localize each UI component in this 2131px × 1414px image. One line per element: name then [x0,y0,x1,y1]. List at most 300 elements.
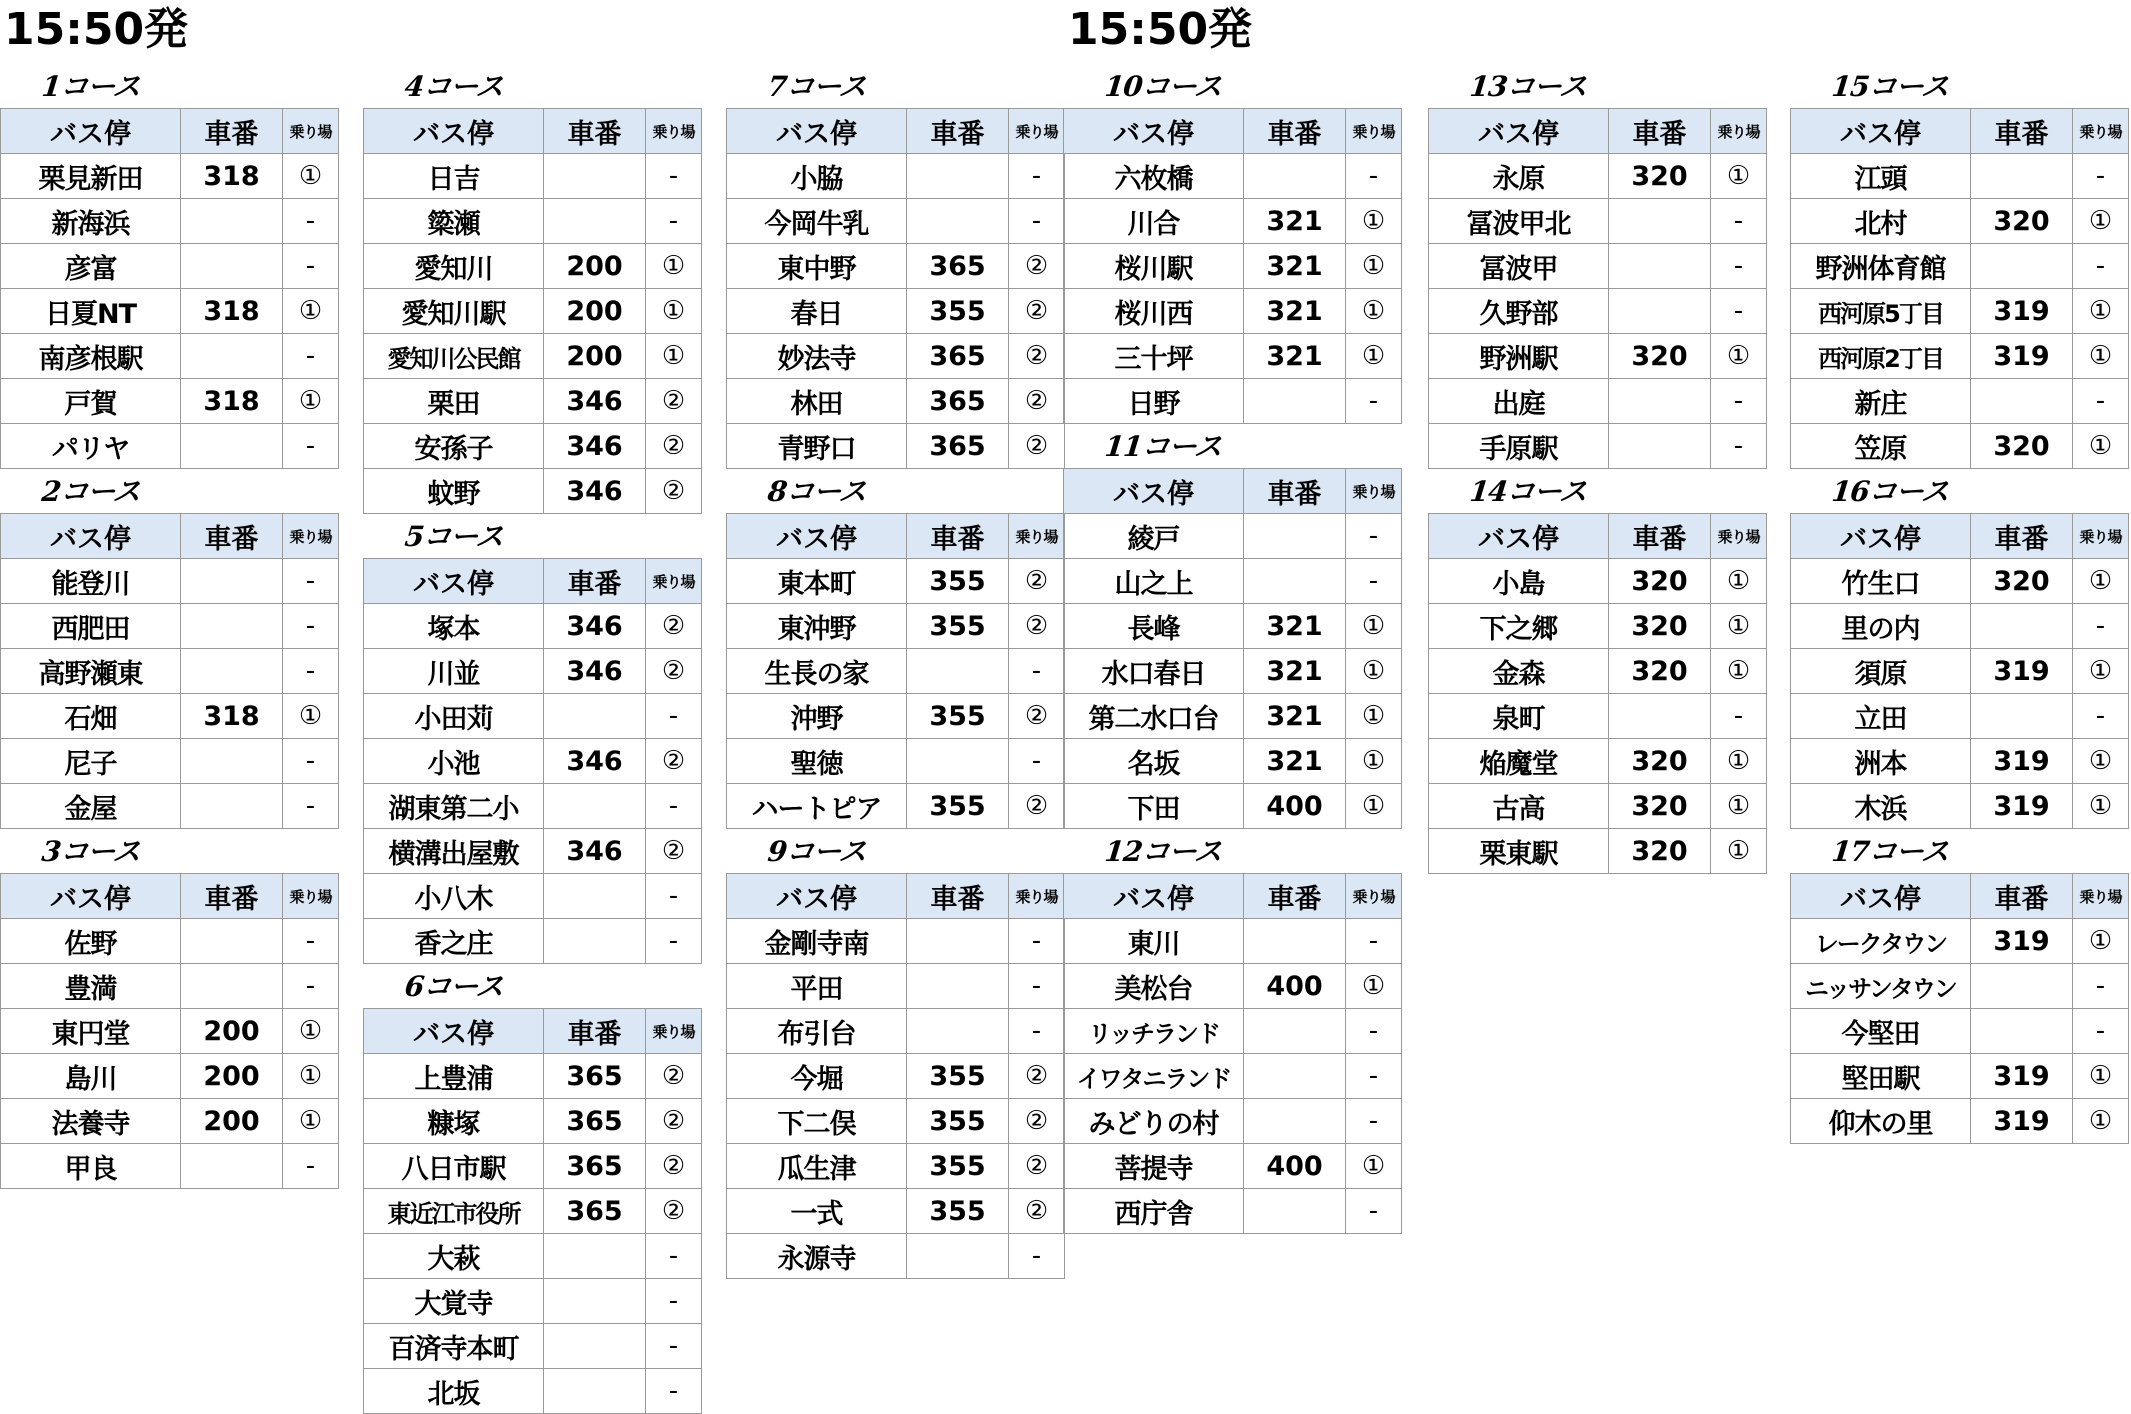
table-row [1064,334,1402,379]
table-row [1064,1009,1402,1054]
car-number-cell [1244,514,1346,559]
header-car-number: 車番 [1244,874,1346,919]
bus-stop-cell: 竹生口 [1791,559,1971,604]
bus-stop-cell: 小島 [1429,559,1609,604]
header-boarding-place: 乗り場 [1346,874,1402,919]
table-row [1,199,339,244]
bus-stop-cell: 聖徳 [727,739,907,784]
boarding-place-cell: ① [1711,739,1767,784]
boarding-place-cell: ① [1346,739,1402,784]
car-number-cell: 355 [907,289,1009,334]
header-bus-stop: バス停 [727,874,907,919]
car-number-cell [181,919,283,964]
table-row [1791,694,2129,739]
boarding-place-cell: ② [646,379,702,424]
course-block [1790,468,2128,829]
boarding-place-cell: ② [1009,289,1065,334]
boarding-place-cell: ① [1346,1144,1402,1189]
car-number-cell: 319 [1971,334,2073,379]
boarding-place-cell: ① [1346,964,1402,1009]
car-number-cell: 320 [1609,154,1711,199]
car-number-cell [1609,424,1711,469]
boarding-place-cell: - [1346,514,1402,559]
table-row [1791,919,2129,964]
car-number-cell: 319 [1971,1054,2073,1099]
boarding-place-cell: - [1711,424,1767,469]
boarding-place-cell: ② [646,1144,702,1189]
boarding-place-cell: ① [1346,244,1402,289]
header-bus-stop: バス停 [1791,874,1971,919]
bus-stop-cell: 東円堂 [1,1009,181,1054]
car-number-cell: 365 [907,424,1009,469]
car-number-cell: 321 [1244,649,1346,694]
table-row [1,1054,339,1099]
header-car-number: 車番 [544,109,646,154]
boarding-place-cell: - [646,874,702,919]
car-number-cell [907,1009,1009,1054]
table-header-row [364,1009,702,1054]
car-number-cell [181,244,283,289]
bus-stop-cell: 出庭 [1429,379,1609,424]
header-bus-stop: バス停 [364,109,544,154]
boarding-place-cell: - [283,244,339,289]
bus-stop-cell: 三十坪 [1064,334,1244,379]
bus-stop-cell: 平田 [727,964,907,1009]
car-number-cell [907,739,1009,784]
course-title: 5コース [403,520,505,553]
bus-stop-cell: 愛知川公民館 [364,334,544,379]
bus-stop-cell: 立田 [1791,694,1971,739]
bus-stop-cell: 百済寺本町 [364,1324,544,1369]
car-number-cell: 321 [1244,739,1346,784]
bus-stop-cell: 手原駅 [1429,424,1609,469]
course-block [363,63,701,514]
course-table [1063,468,1402,829]
header-boarding-place: 乗り場 [1711,514,1767,559]
car-number-cell: 355 [907,1054,1009,1099]
course-block [726,468,1064,829]
boarding-place-cell: ② [1009,694,1065,739]
table-row [1429,739,1767,784]
bus-stop-cell: 野洲駅 [1429,334,1609,379]
boarding-place-cell: - [646,1234,702,1279]
car-number-cell: 346 [544,379,646,424]
car-number-cell: 321 [1244,694,1346,739]
header-car-number: 車番 [1609,514,1711,559]
header-car-number: 車番 [181,109,283,154]
car-number-cell [907,649,1009,694]
course-title: 16コース [1830,475,1951,508]
car-number-cell: 365 [544,1099,646,1144]
header-car-number: 車番 [1971,109,2073,154]
car-number-cell [1971,154,2073,199]
boarding-place-cell: - [2073,154,2129,199]
bus-stop-cell: 香之庄 [364,919,544,964]
course-block [726,63,1064,469]
table-row [1429,334,1767,379]
table-row [1791,199,2129,244]
table-row [1791,1054,2129,1099]
course-table [0,873,339,1189]
car-number-cell: 320 [1609,559,1711,604]
table-row [1,1009,339,1054]
table-row [727,1099,1065,1144]
car-number-cell [1971,379,2073,424]
table-row [727,739,1065,784]
car-number-cell [181,559,283,604]
bus-stop-cell: 高野瀬東 [1,649,181,694]
boarding-place-cell: ① [2073,649,2129,694]
boarding-place-cell: - [646,1279,702,1324]
boarding-place-cell: ① [283,289,339,334]
table-row [1064,784,1402,829]
table-row [727,1009,1065,1054]
bus-stop-cell: 下二俣 [727,1099,907,1144]
header-boarding-place: 乗り場 [1009,109,1065,154]
car-number-cell: 200 [544,289,646,334]
boarding-place-cell: ② [646,739,702,784]
bus-stop-cell: 桜川西 [1064,289,1244,334]
header-car-number: 車番 [181,514,283,559]
table-row [1429,154,1767,199]
table-row [727,649,1065,694]
header-bus-stop: バス停 [1064,469,1244,514]
boarding-place-cell: ① [1711,784,1767,829]
boarding-place-cell: ① [283,1009,339,1054]
table-header-row [1064,469,1402,514]
bus-stop-cell: 桜川駅 [1064,244,1244,289]
car-number-cell: 318 [181,154,283,199]
bus-stop-cell: 下之郷 [1429,604,1609,649]
boarding-place-cell: ① [2073,1054,2129,1099]
car-number-cell: 318 [181,289,283,334]
course-block [363,963,701,1414]
boarding-place-cell: - [283,739,339,784]
car-number-cell: 320 [1609,829,1711,874]
boarding-place-cell: - [646,1369,702,1414]
bus-stop-cell: 上豊浦 [364,1054,544,1099]
boarding-place-cell: - [283,649,339,694]
table-row [364,919,702,964]
boarding-place-cell: ① [283,154,339,199]
boarding-place-cell: ② [646,1099,702,1144]
boarding-place-cell: ① [1346,784,1402,829]
header-car-number: 車番 [1609,109,1711,154]
car-number-cell: 200 [181,1054,283,1099]
boarding-place-cell: ① [1346,604,1402,649]
table-row [364,199,702,244]
course-table [0,513,339,829]
car-number-cell: 365 [544,1054,646,1099]
table-header-row [364,109,702,154]
table-row [1791,154,2129,199]
bus-stop-cell: 日夏NT [1,289,181,334]
bus-stop-cell: 佐野 [1,919,181,964]
boarding-place-cell: - [283,199,339,244]
boarding-place-cell: - [646,199,702,244]
bus-stop-cell: 日吉 [364,154,544,199]
table-row [364,1324,702,1369]
car-number-cell: 321 [1244,199,1346,244]
table-row [364,424,702,469]
boarding-place-cell: - [2073,964,2129,1009]
header-car-number: 車番 [181,874,283,919]
table-row [1429,784,1767,829]
boarding-place-cell: ① [1711,829,1767,874]
car-number-cell [1971,244,2073,289]
course-table [1428,513,1767,874]
car-number-cell [1971,964,2073,1009]
bus-stop-cell: 永源寺 [727,1234,907,1279]
table-row [1,559,339,604]
car-number-cell: 319 [1971,289,2073,334]
car-number-cell [1244,919,1346,964]
course-block [0,468,338,829]
course-title: 11コース [1103,430,1224,463]
table-header-row [1791,109,2129,154]
header-boarding-place: 乗り場 [1009,874,1065,919]
table-row [727,559,1065,604]
car-number-cell: 355 [907,1099,1009,1144]
table-row [1064,1144,1402,1189]
table-row [1429,559,1767,604]
table-row [727,334,1065,379]
header-boarding-place: 乗り場 [646,1009,702,1054]
bus-stop-cell: 笠原 [1791,424,1971,469]
table-row [364,469,702,514]
bus-stop-cell: 第二水口台 [1064,694,1244,739]
table-row [1,289,339,334]
bus-stop-cell: 仰木の里 [1791,1099,1971,1144]
bus-stop-cell: 横溝出屋敷 [364,829,544,874]
boarding-place-cell: ② [1009,334,1065,379]
bus-stop-cell: 西庁舎 [1064,1189,1244,1234]
bus-stop-cell: 金剛寺南 [727,919,907,964]
course-title: 4コース [403,70,505,103]
car-number-cell: 355 [907,1144,1009,1189]
car-number-cell: 320 [1609,604,1711,649]
boarding-place-cell: ① [2073,199,2129,244]
bus-stop-cell: 小池 [364,739,544,784]
boarding-place-cell: - [283,334,339,379]
car-number-cell [1609,244,1711,289]
boarding-place-cell: ② [1009,784,1065,829]
bus-stop-cell: 妙法寺 [727,334,907,379]
car-number-cell: 365 [544,1189,646,1234]
bus-stop-cell: 青野口 [727,424,907,469]
car-number-cell [181,784,283,829]
boarding-place-cell: ① [1711,154,1767,199]
car-number-cell: 346 [544,469,646,514]
boarding-place-cell: ① [1346,199,1402,244]
bus-stop-cell: 東本町 [727,559,907,604]
header-boarding-place: 乗り場 [646,109,702,154]
bus-stop-cell: 春日 [727,289,907,334]
table-row [1064,919,1402,964]
course-block [0,828,338,1189]
table-row [1791,1099,2129,1144]
table-row [1429,199,1767,244]
bus-stop-cell: 木浜 [1791,784,1971,829]
table-row [1,154,339,199]
table-header-row [364,559,702,604]
boarding-place-cell: - [1346,379,1402,424]
header-boarding-place: 乗り場 [1346,469,1402,514]
table-row [727,1189,1065,1234]
table-row [1791,289,2129,334]
course-title: 8コース [766,475,868,508]
boarding-place-cell: ② [1009,1054,1065,1099]
bus-stop-cell: 東川 [1064,919,1244,964]
car-number-cell: 355 [907,694,1009,739]
boarding-place-cell: ② [1009,559,1065,604]
bus-stop-cell: 泉町 [1429,694,1609,739]
car-number-cell: 346 [544,424,646,469]
bus-stop-cell: レークタウン [1791,919,1971,964]
course-title: 10コース [1103,70,1224,103]
boarding-place-cell: - [1009,1009,1065,1054]
course-block [1790,63,2128,469]
header-bus-stop: バス停 [727,514,907,559]
table-row [1791,649,2129,694]
table-header-row [1064,109,1402,154]
bus-stop-cell: 新庄 [1791,379,1971,424]
header-bus-stop: バス停 [1791,109,1971,154]
course-block [0,63,338,469]
table-row [364,1099,702,1144]
boarding-place-cell: ① [2073,919,2129,964]
boarding-place-cell: ① [2073,334,2129,379]
car-number-cell [1609,199,1711,244]
header-bus-stop: バス停 [1064,109,1244,154]
boarding-place-cell: ① [283,379,339,424]
header-bus-stop: バス停 [1429,514,1609,559]
car-number-cell: 365 [907,379,1009,424]
bus-stop-cell: 金森 [1429,649,1609,694]
bus-stop-cell: 愛知川駅 [364,289,544,334]
table-row [1,604,339,649]
bus-stop-cell: 長峰 [1064,604,1244,649]
course-table [1063,873,1402,1234]
car-number-cell [1244,1189,1346,1234]
car-number-cell: 346 [544,739,646,784]
boarding-place-cell: - [646,694,702,739]
bus-stop-cell: 彦富 [1,244,181,289]
table-row [364,334,702,379]
course-table [363,1008,702,1414]
header-bus-stop: バス停 [1,874,181,919]
header-bus-stop: バス停 [1791,514,1971,559]
car-number-cell [544,1324,646,1369]
bus-stop-cell: 山之上 [1064,559,1244,604]
boarding-place-cell: ① [1346,334,1402,379]
boarding-place-cell: - [1711,199,1767,244]
bus-stop-cell: 栗見新田 [1,154,181,199]
table-row [1,649,339,694]
boarding-place-cell: - [1711,379,1767,424]
table-row [364,1189,702,1234]
bus-stop-cell: 久野部 [1429,289,1609,334]
course-block [1063,828,1401,1234]
table-row [1429,649,1767,694]
course-table [363,108,702,514]
car-number-cell: 320 [1609,334,1711,379]
boarding-place-cell: ① [1346,289,1402,334]
table-row [1064,964,1402,1009]
car-number-cell: 346 [544,604,646,649]
car-number-cell: 365 [544,1144,646,1189]
header-bus-stop: バス停 [727,109,907,154]
car-number-cell: 200 [544,334,646,379]
car-number-cell: 200 [181,1009,283,1054]
boarding-place-cell: - [1711,694,1767,739]
bus-stop-cell: 日野 [1064,379,1244,424]
bus-stop-cell: 里の内 [1791,604,1971,649]
table-row [1064,559,1402,604]
boarding-place-cell: ② [646,604,702,649]
table-row [1791,559,2129,604]
header-car-number: 車番 [1244,109,1346,154]
course-table [1790,513,2129,829]
car-number-cell: 365 [907,334,1009,379]
boarding-place-cell: - [283,559,339,604]
car-number-cell [181,334,283,379]
course-table [1790,873,2129,1144]
boarding-place-cell: ① [2073,784,2129,829]
table-row [364,1144,702,1189]
course-title: 15コース [1830,70,1951,103]
course-table [363,558,702,964]
car-number-cell: 319 [1971,1099,2073,1144]
car-number-cell [907,199,1009,244]
course-table [726,513,1065,829]
bus-stop-cell: リッチランド [1064,1009,1244,1054]
table-row [1064,1099,1402,1144]
bus-stop-cell: 大萩 [364,1234,544,1279]
boarding-place-cell: - [283,919,339,964]
bus-stop-cell: 蚊野 [364,469,544,514]
bus-stop-cell: 新海浜 [1,199,181,244]
table-row [1064,379,1402,424]
header-car-number: 車番 [1971,514,2073,559]
car-number-cell: 400 [1244,964,1346,1009]
header-car-number: 車番 [907,109,1009,154]
boarding-place-cell: - [1009,739,1065,784]
boarding-place-cell: ① [646,244,702,289]
boarding-place-cell: - [1346,1009,1402,1054]
table-row [364,379,702,424]
table-header-row [727,109,1065,154]
bus-stop-cell: 名坂 [1064,739,1244,784]
table-header-row [1429,109,1767,154]
car-number-cell [181,604,283,649]
table-row [364,1369,702,1414]
bus-stop-cell: 東中野 [727,244,907,289]
boarding-place-cell: ② [646,1189,702,1234]
table-row [1064,739,1402,784]
course-table [1428,108,1767,469]
course-block [363,513,701,964]
boarding-place-cell: ① [1711,559,1767,604]
car-number-cell [544,154,646,199]
boarding-place-cell: ① [646,334,702,379]
bus-stop-cell: 糠塚 [364,1099,544,1144]
bus-stop-cell: 西肥田 [1,604,181,649]
table-row [364,1279,702,1324]
boarding-place-cell: - [1346,559,1402,604]
bus-stop-cell: 小脇 [727,154,907,199]
table-row [1064,1054,1402,1099]
